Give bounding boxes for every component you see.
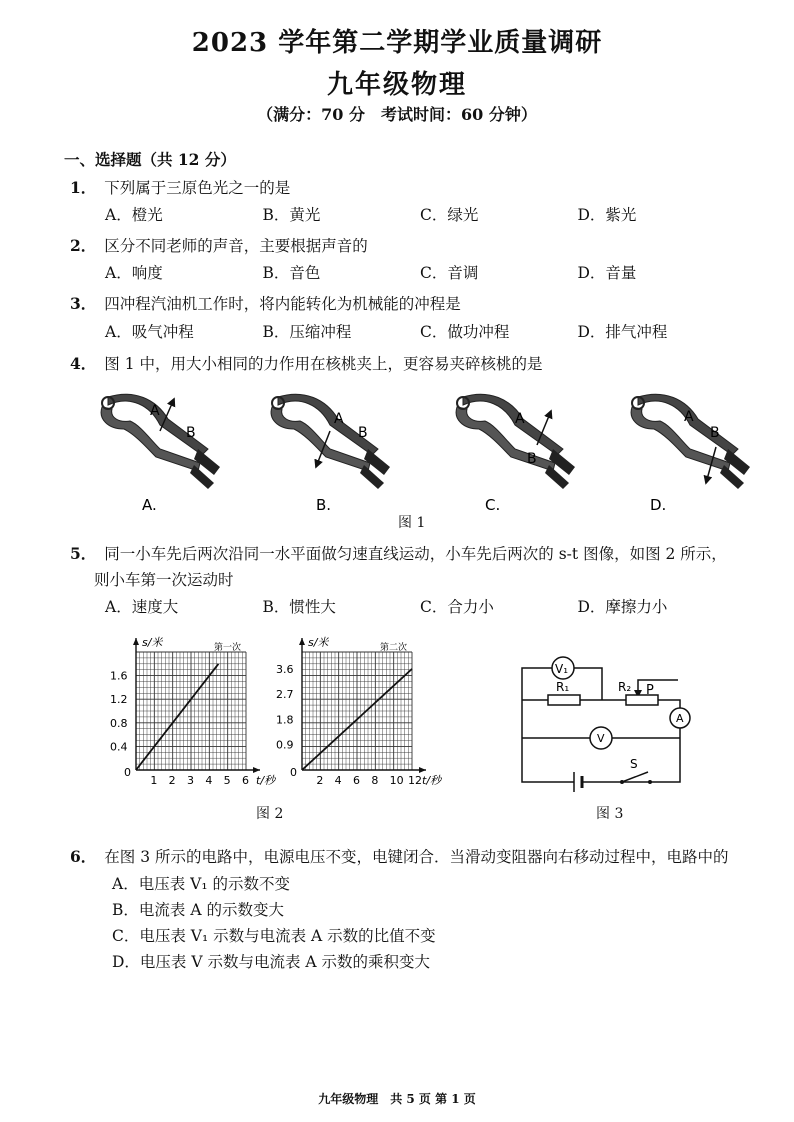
question-3 [70, 292, 461, 314]
question-stem: 区分不同老师的声音，主要根据声音的 [104, 237, 368, 255]
question-4 [70, 352, 543, 374]
y-axis-arrow [299, 638, 305, 645]
y-axis-arrow [133, 638, 139, 645]
exam-meta: （满分：70 分 考试时间：60 分钟） [257, 105, 537, 124]
label-r2: R₂ [618, 680, 632, 694]
label-a: A [676, 712, 684, 725]
label-s: S [630, 757, 638, 771]
x-tick-label: 2 [168, 774, 176, 787]
question-1 [70, 176, 290, 198]
option: C．绿光 [420, 206, 479, 224]
label-a: A [515, 411, 525, 427]
figure-1-caption: 图 1 [398, 515, 426, 531]
question-number: 1． [70, 178, 97, 197]
nutcracker-c [456, 394, 575, 514]
label-a: A [684, 409, 694, 425]
x-tick-label: 8 [371, 774, 379, 787]
question-5-line2: 则小车第一次运动时 [94, 571, 234, 589]
label-a: A [150, 403, 160, 419]
label-v: V [597, 732, 605, 745]
label-r1: R₁ [556, 680, 570, 694]
page-footer: 九年级物理 共 5 页 第 1 页 [318, 1092, 476, 1106]
x-tick-label: 6 [353, 774, 360, 787]
question-5 [70, 542, 750, 564]
question-number: 4． [70, 354, 97, 373]
x-tick-label: 4 [334, 774, 342, 787]
label-b: B [186, 425, 196, 441]
question-number: 5． [70, 544, 97, 563]
st-chart-first [100, 620, 276, 790]
question-5-options [105, 595, 735, 617]
option-label: B. [316, 496, 332, 514]
option: C．电压表 V₁ 示数与电流表 A 示数的比值不变 [112, 927, 436, 945]
question-stem: 在图 3 所示的电路中，电源电压不变，电键闭合．当滑动变阻器向右移动过程中，电路中的 [104, 848, 729, 866]
question-number: 6． [70, 847, 97, 866]
y-tick-label: 1.8 [276, 713, 294, 727]
y-tick-label: 0.8 [110, 716, 128, 730]
question-3-options [105, 320, 735, 342]
x-tick-label: 3 [187, 774, 194, 787]
origin-label: 0 [124, 766, 131, 779]
figure-3-caption: 图 3 [596, 806, 624, 822]
label-b: B [527, 451, 537, 467]
x-tick-label: 1 [150, 774, 158, 787]
option: C．音调 [420, 264, 479, 282]
option: B．黄光 [262, 206, 321, 224]
label-b: B [710, 425, 720, 441]
question-2-options [105, 261, 735, 283]
series-title: 第二次 [380, 643, 408, 653]
y-tick-label: 1.2 [110, 693, 128, 707]
option: A．响度 [105, 264, 163, 282]
figure-3-circuit [510, 650, 700, 790]
question-number: 3． [70, 294, 97, 313]
option: D．摩擦力小 [577, 598, 668, 616]
option: B．惯性大 [262, 598, 336, 616]
option: D．排气冲程 [577, 323, 668, 341]
x-axis-arrow [419, 767, 426, 773]
resistor-r1 [548, 695, 580, 705]
label-v1: V₁ [555, 662, 569, 676]
nutcracker-d [631, 394, 750, 514]
exam-title: 2023 学年第二学期学业质量调研 [191, 28, 603, 58]
y-tick-label: 1.6 [110, 669, 128, 683]
question-2 [70, 234, 368, 256]
figure-1 [90, 385, 740, 530]
option: A．速度大 [105, 598, 179, 616]
label-p: P [646, 683, 654, 698]
option-label: D. [650, 496, 667, 514]
option: D．音量 [577, 264, 637, 282]
exam-subject: 九年级物理 [326, 70, 467, 100]
question-1-options [105, 203, 735, 225]
question-stem: 图 1 中，用大小相同的力作用在核桃夹上，更容易夹碎核桃的是 [104, 355, 543, 373]
option: A．电压表 V₁ 的示数不变 [112, 875, 290, 893]
option: D．紫光 [577, 206, 637, 224]
question-stem: 下列属于三原色光之一的是 [104, 179, 291, 197]
y-tick-label: 2.7 [276, 688, 294, 702]
x-tick-label: 12 [408, 774, 422, 787]
question-6 [70, 845, 750, 867]
y-tick-label: 0.9 [276, 738, 294, 752]
y-axis-label: s/米 [308, 636, 329, 649]
y-tick-label: 3.6 [276, 662, 294, 676]
x-axis-arrow [253, 767, 260, 773]
option: B．音色 [262, 264, 321, 282]
x-axis-label: t/秒 [256, 774, 276, 787]
nutcracker-b [271, 394, 390, 514]
st-chart-second [266, 620, 442, 790]
y-axis-label: s/米 [142, 636, 163, 649]
series-title: 第一次 [214, 643, 242, 653]
x-tick-label: 5 [223, 774, 231, 787]
option: B．电流表 A 的示数变大 [112, 901, 284, 919]
label-a: A [334, 411, 344, 427]
option: B．压缩冲程 [262, 323, 352, 341]
x-tick-label: 2 [316, 774, 324, 787]
section-title: 一、选择题（共 12 分） [64, 150, 236, 169]
x-tick-label: 10 [389, 774, 404, 787]
x-tick-label: 4 [205, 774, 213, 787]
option-label: A. [142, 496, 157, 514]
question-stem: 四冲程汽油机工作时，将内能转化为机械能的冲程是 [104, 295, 461, 313]
option: A．橙光 [105, 206, 163, 224]
option: C．做功冲程 [420, 323, 510, 341]
option: A．吸气冲程 [105, 323, 194, 341]
x-tick-label: 6 [242, 774, 249, 787]
x-axis-label: t/秒 [422, 774, 442, 787]
option-label: C. [485, 496, 501, 514]
nutcracker-a [101, 394, 220, 514]
option: C．合力小 [420, 598, 494, 616]
option: D．电压表 V 示数与电流表 A 示数的乘积变大 [112, 953, 431, 971]
question-stem: 同一小车先后两次沿同一水平面做匀速直线运动，小车先后两次的 s-t 图像，如图 2 所示， [104, 545, 727, 563]
question-number: 2． [70, 236, 97, 255]
figure-2-caption: 图 2 [256, 806, 284, 822]
label-b: B [358, 425, 368, 441]
y-tick-label: 0.4 [110, 740, 128, 754]
origin-label: 0 [290, 766, 297, 779]
